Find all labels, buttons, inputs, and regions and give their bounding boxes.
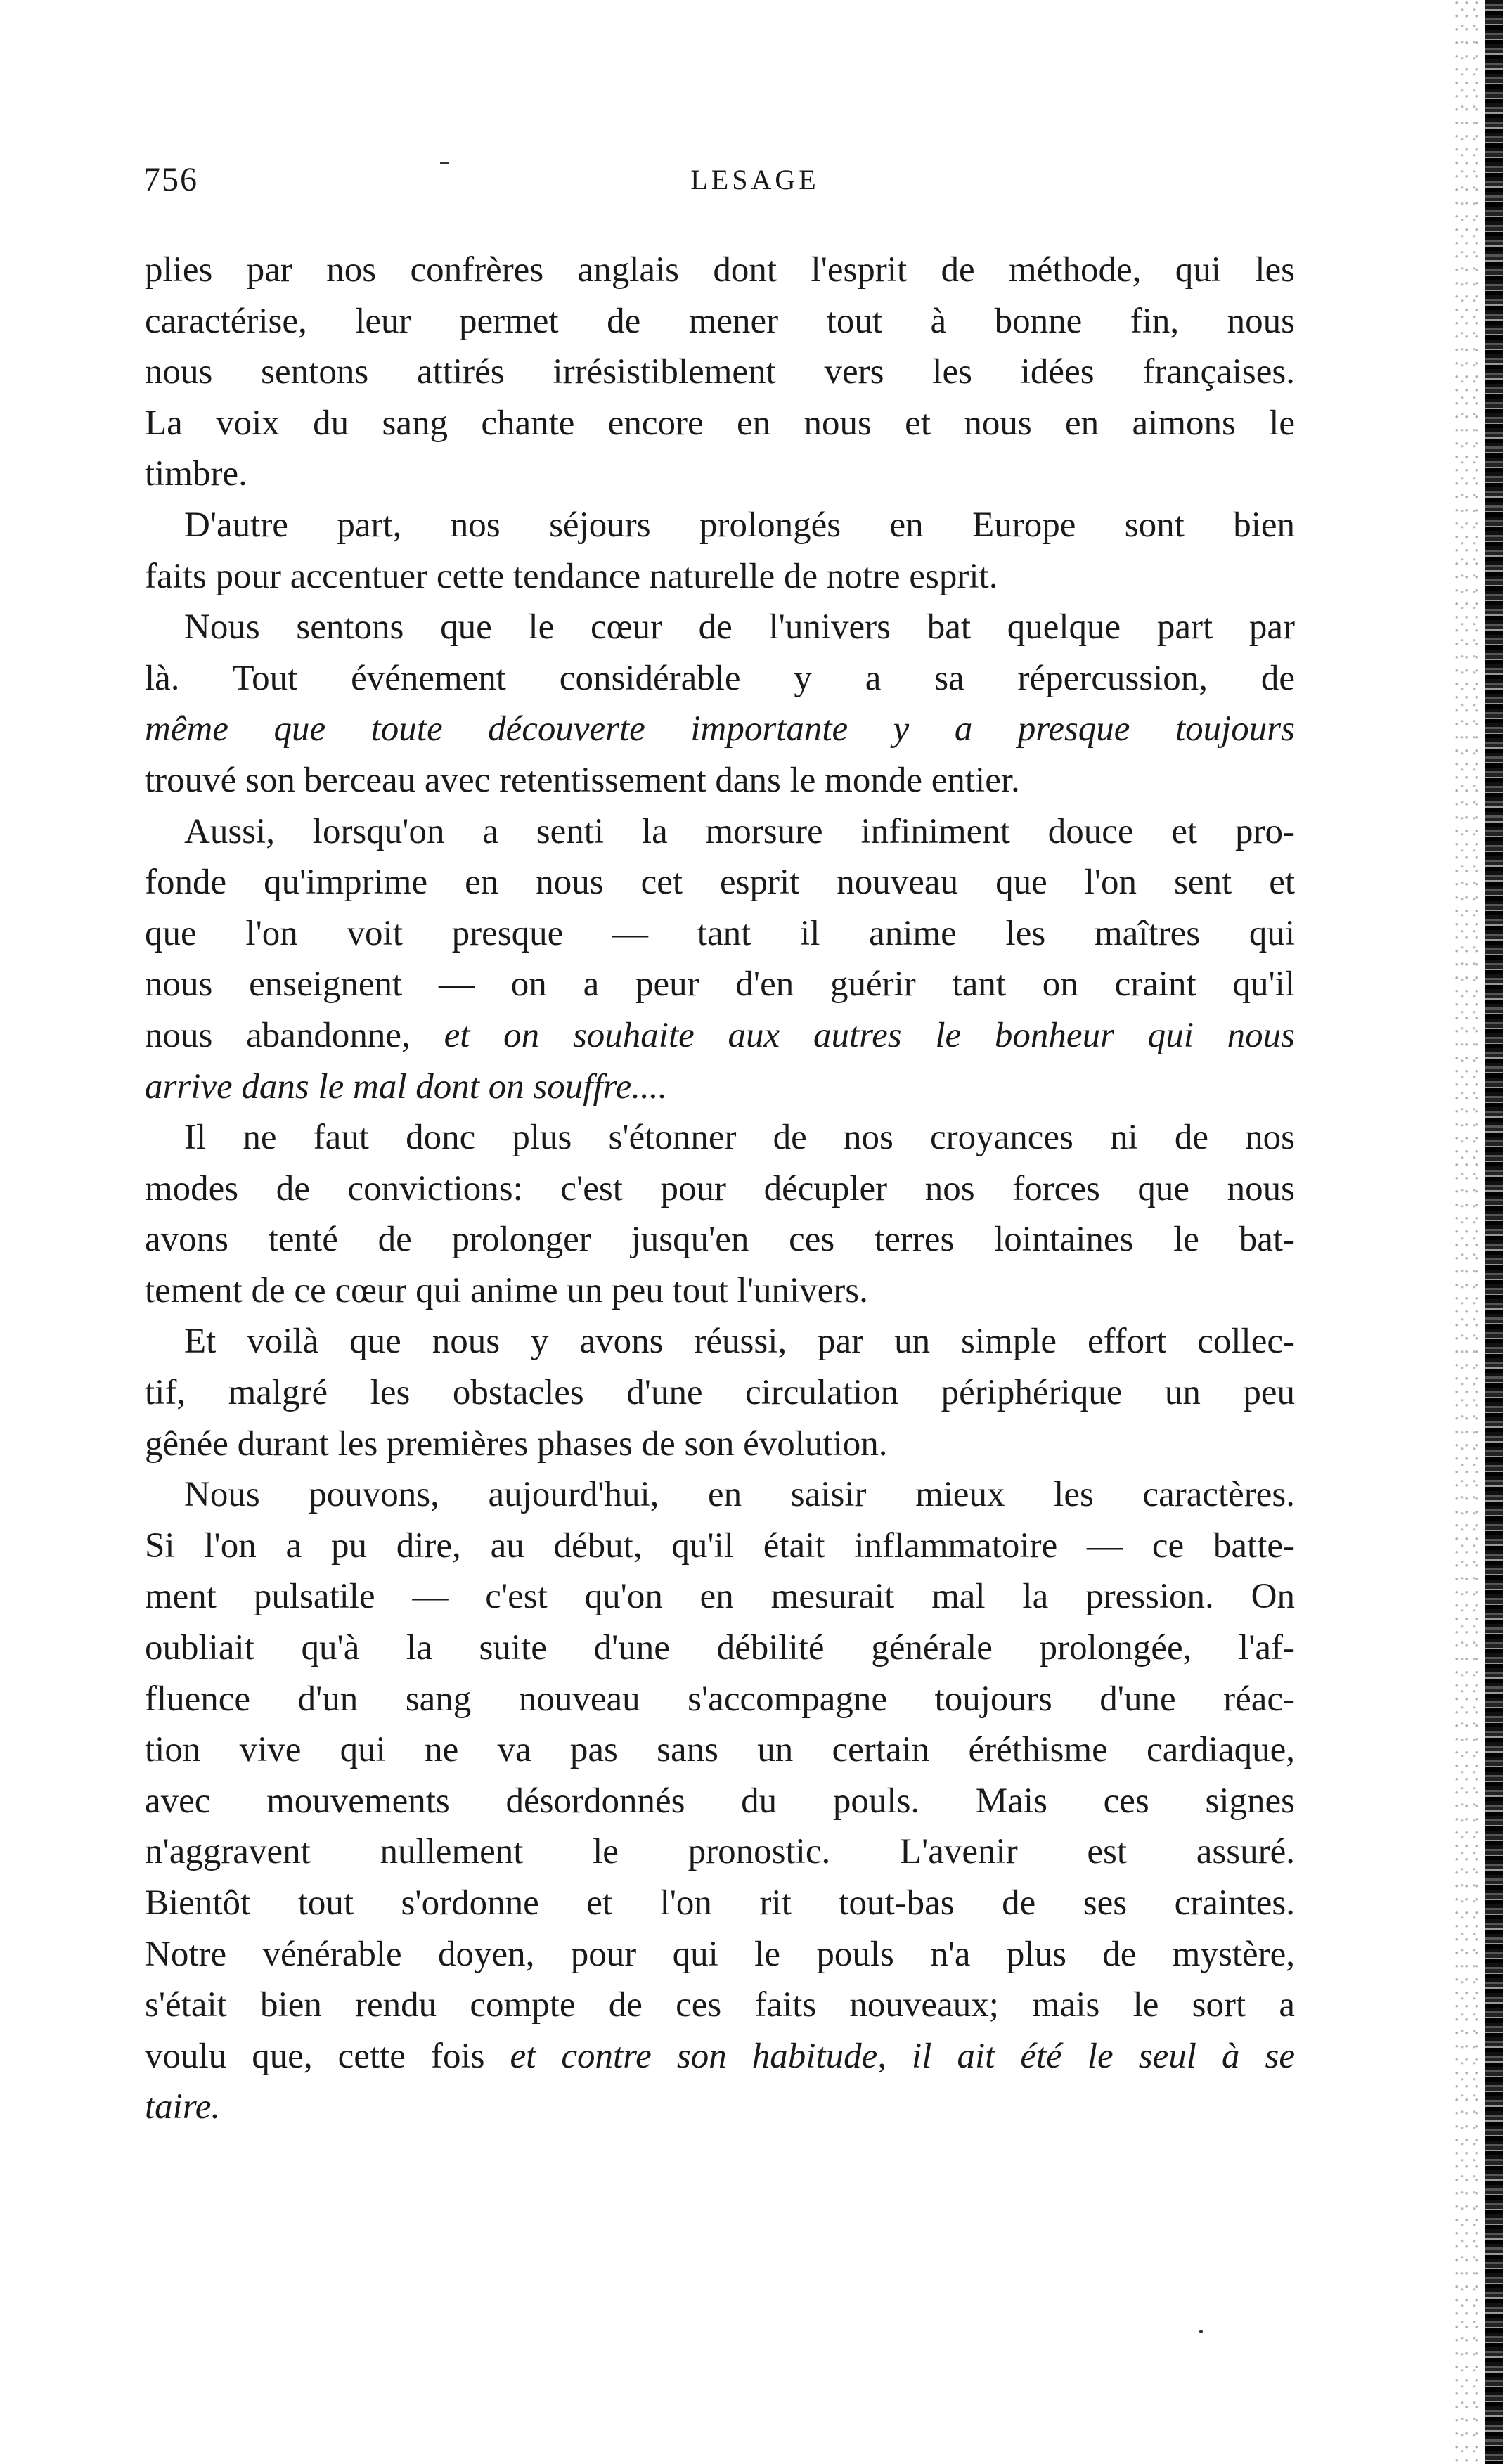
italic-text: et on souhaite aux autres le bonheur qui nous (444, 1015, 1295, 1055)
text-line (145, 1163, 1295, 1215)
text-line (145, 2082, 1295, 2133)
text-segment: voulu que, cette fois (145, 2036, 510, 2076)
print-speck (1199, 2330, 1203, 2333)
text-line (145, 908, 1295, 960)
text-segment: tif, malgré les obstacles d'une circulation périphérique un peu (145, 1373, 1295, 1413)
text-segment: fonde qu'imprime en nous cet esprit nouveau que l'on sent et (145, 863, 1295, 903)
text-line (145, 755, 1295, 806)
text-segment: Aussi, lorsqu'on a senti la morsure infiniment douce et pro- (184, 811, 1295, 851)
text-segment: faits pour accentuer cette tendance naturelle de notre esprit. (145, 556, 998, 596)
text-segment: avons tenté de prolonger jusqu'en ces terres lointaines le bat- (145, 1220, 1295, 1260)
text-line (145, 1878, 1295, 1929)
text-line (145, 959, 1295, 1010)
text-line (145, 1062, 1295, 1113)
text-line (145, 1521, 1295, 1572)
text-line (145, 1929, 1295, 1980)
text-segment: trouvé son berceau avec retentissement dans le monde entier. (145, 760, 1020, 800)
scan-edge (1447, 0, 1510, 2464)
text-segment: Nous pouvons, aujourd'hui, en saisir mieux les caractères. (184, 1475, 1295, 1515)
scan-speckle (1454, 0, 1482, 2464)
text-line (145, 449, 1295, 500)
italic-text: et contre son habitude, il ait été le seul à se (510, 2036, 1295, 2076)
text-line (145, 1724, 1295, 1776)
text-line (145, 1469, 1295, 1521)
text-line (145, 806, 1295, 858)
text-segment: fluence d'un sang nouveau s'accompagne toujours d'une réac- (145, 1679, 1295, 1719)
text-segment: tion vive qui ne va pas sans un certain éréthisme cardiaque, (145, 1730, 1295, 1770)
text-segment: gênée durant les premières phases de son évolution. (145, 1424, 888, 1464)
text-line (145, 347, 1295, 398)
text-segment: là. Tout événement considérable y a sa répercussion, de (145, 658, 1295, 698)
text-line (145, 551, 1295, 602)
text-line (145, 1010, 1295, 1062)
text-line (145, 296, 1295, 347)
text-segment: tement de ce cœur qui anime un peu tout l'univers. (145, 1270, 868, 1310)
text-segment: avec mouvements désordonnés du pouls. Mais ces signes (145, 1781, 1295, 1821)
text-segment: s'était bien rendu compte de ces faits nouveaux; mais le sort a (145, 1985, 1295, 2025)
text-line (145, 1419, 1295, 1470)
text-segment: caractérise, leur permet de mener tout à bonne fin, nous (145, 301, 1295, 341)
text-line (145, 1316, 1295, 1367)
text-line (145, 1265, 1295, 1317)
text-line (145, 1112, 1295, 1163)
text-line (145, 1214, 1295, 1265)
italic-text: taire. (145, 2087, 221, 2127)
text-line (145, 398, 1295, 449)
text-line (145, 1367, 1295, 1419)
body-text (145, 245, 1295, 2133)
text-segment: nous abandonne, (145, 1015, 444, 1055)
text-segment: Et voilà que nous y avons réussi, par un simple effort collec- (184, 1322, 1295, 1362)
text-line (145, 2031, 1295, 2082)
text-segment: Il ne faut donc plus s'étonner de nos croyances ni de nos (184, 1118, 1295, 1158)
text-line (145, 1776, 1295, 1827)
text-line (145, 704, 1295, 755)
text-segment: timbre. (145, 454, 247, 494)
text-segment: que l'on voit presque — tant il anime les maîtres qui (145, 913, 1295, 953)
text-line (145, 1571, 1295, 1623)
text-line (145, 653, 1295, 704)
text-segment: oubliait qu'à la suite d'une débilité générale prolongée, l'af- (145, 1628, 1295, 1668)
running-head: LESAGE (690, 164, 820, 195)
text-line (145, 602, 1295, 653)
text-line (145, 245, 1295, 296)
text-line (145, 857, 1295, 908)
text-line (145, 500, 1295, 551)
text-segment: nous sentons attirés irrésistiblement vers les idées françaises. (145, 352, 1295, 392)
text-segment: nous enseignent — on a peur d'en guérir tant on craint qu'il (145, 965, 1295, 1005)
scan-border-strip (1485, 0, 1503, 2464)
text-segment: modes de convictions: c'est pour décupler nos forces que nous (145, 1168, 1295, 1208)
italic-text: arrive dans le mal dont on souffre.... (145, 1066, 668, 1107)
italic-text: même que toute découverte importante y a presque toujours (145, 709, 1295, 749)
text-line (145, 1980, 1295, 2031)
text-segment: plies par nos confrères anglais dont l'esprit de méthode, qui les (145, 250, 1295, 290)
text-segment: n'aggravent nullement le pronostic. L'avenir est assuré. (145, 1832, 1295, 1872)
text-segment: Notre vénérable doyen, pour qui le pouls n'a plus de mystère, (145, 1934, 1295, 1974)
text-segment: D'autre part, nos séjours prolongés en Europe sont bien (184, 505, 1295, 545)
text-line (145, 1623, 1295, 1674)
text-line (145, 1674, 1295, 1725)
text-segment: Si l'on a pu dire, au début, qu'il était inflammatoire — ce batte- (145, 1526, 1295, 1566)
text-segment: La voix du sang chante encore en nous et nous en aimons le (145, 403, 1295, 443)
page-number: 756 (143, 161, 198, 198)
text-line (145, 1826, 1295, 1878)
text-segment: Nous sentons que le cœur de l'univers bat quelque part par (184, 607, 1295, 647)
text-segment: ment pulsatile — c'est qu'on en mesurait mal la pression. On (145, 1577, 1295, 1617)
text-segment: Bientôt tout s'ordonne et l'on rit tout-bas de ses craintes. (145, 1883, 1295, 1923)
